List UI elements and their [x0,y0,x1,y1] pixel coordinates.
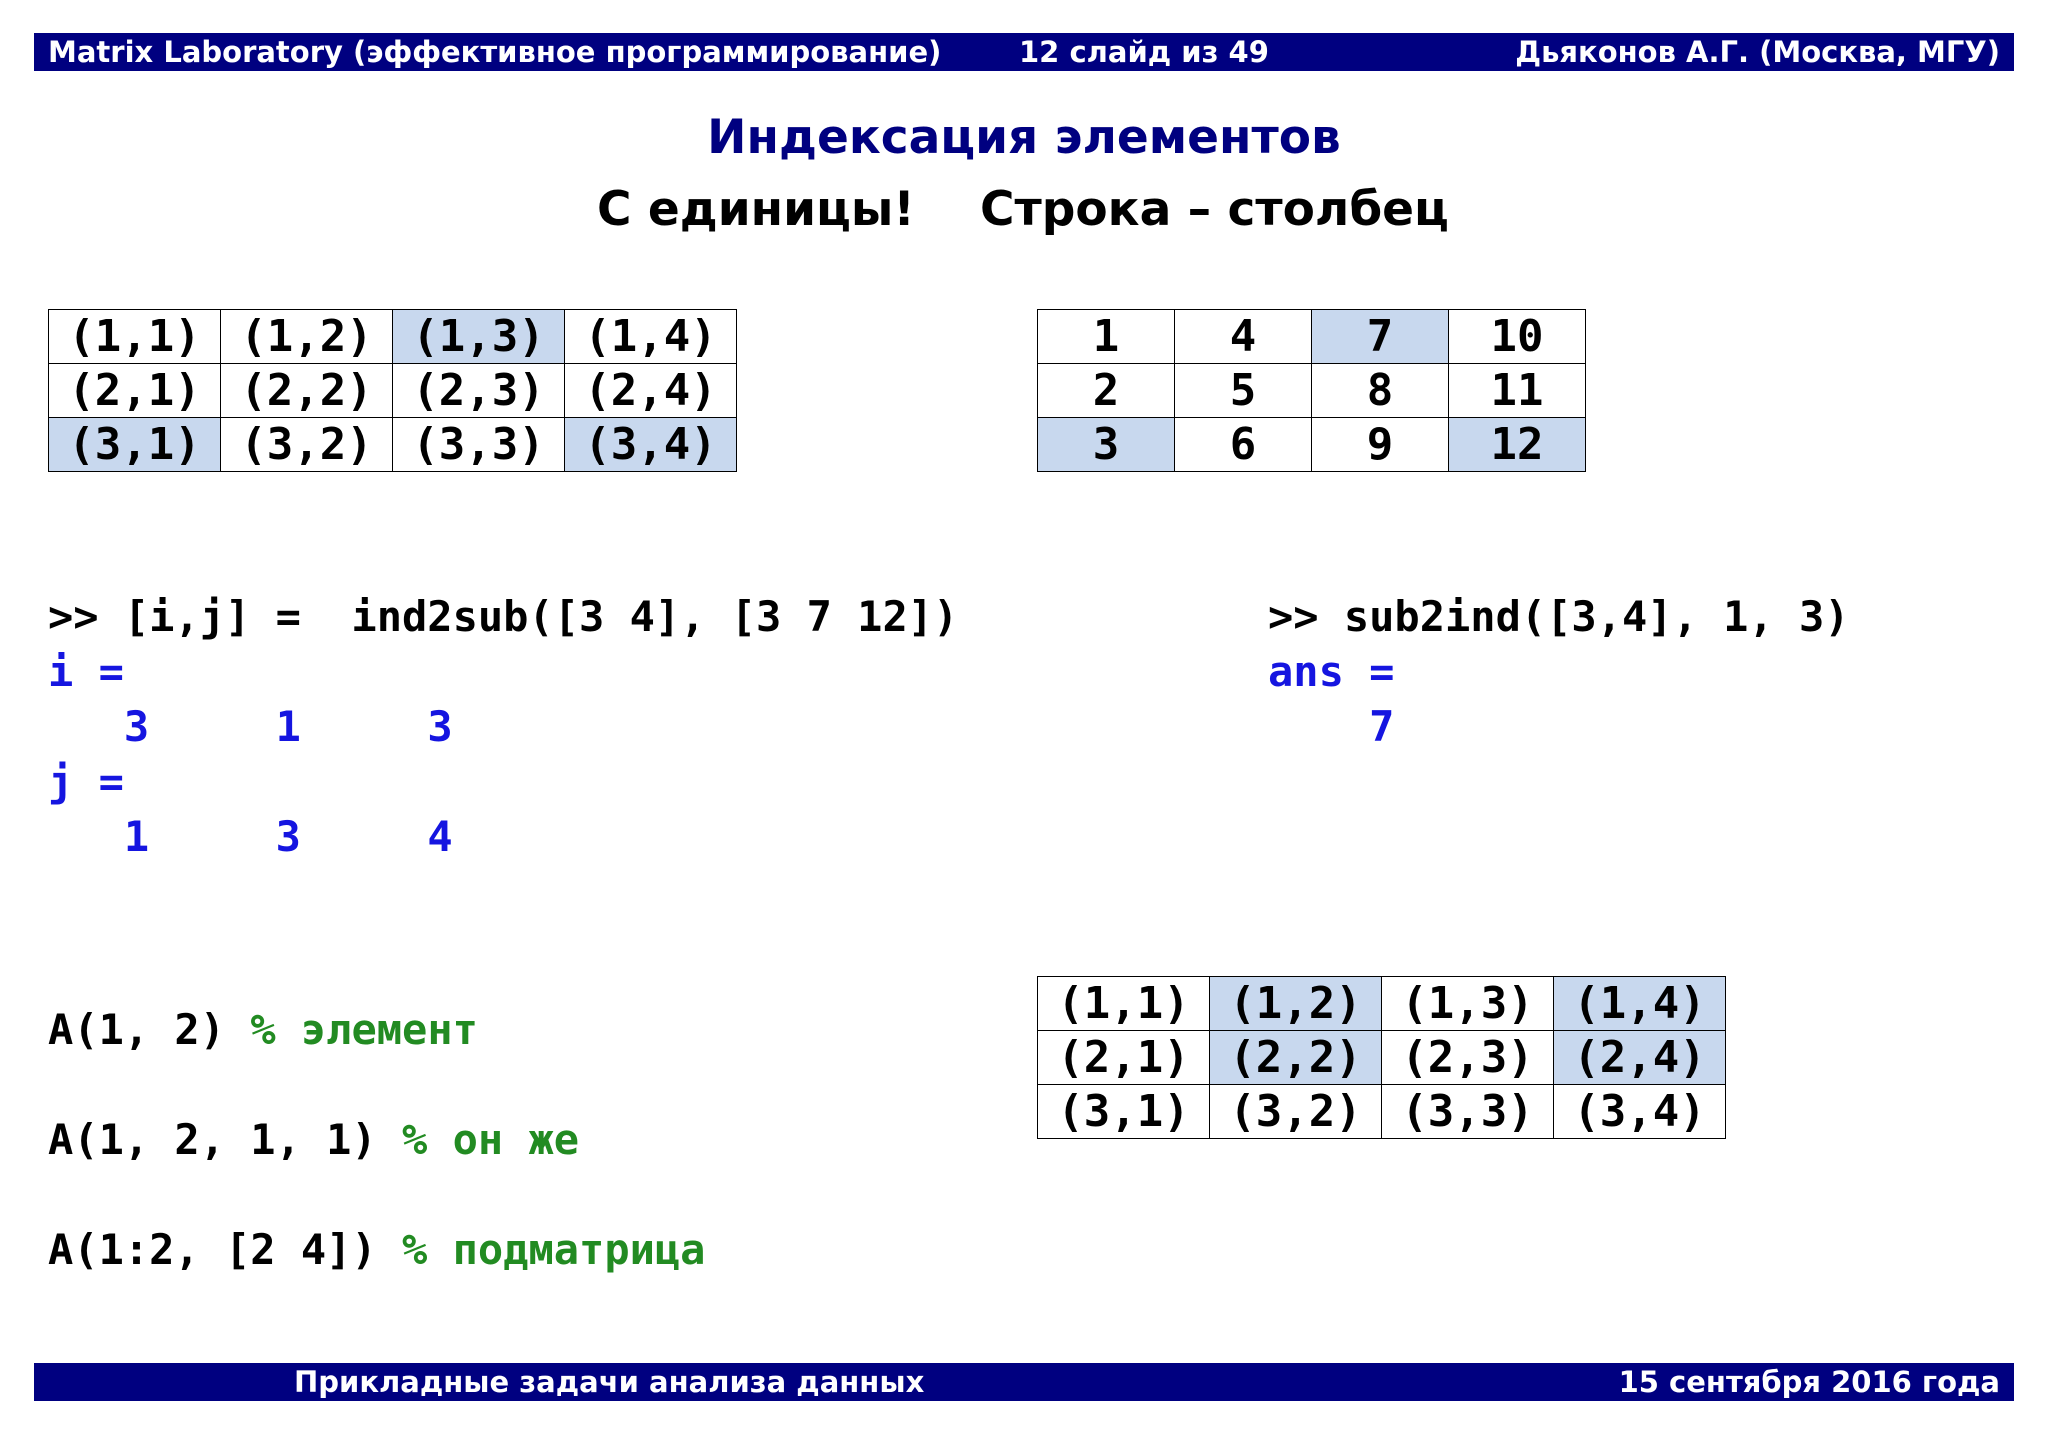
table-cell: (3,3) [393,418,565,472]
table-cell: (1,1) [49,310,221,364]
footer-bar [34,1363,2014,1401]
table-cell-highlighted: (2,4) [1554,1031,1726,1085]
table-row [49,364,737,418]
table-cell: (3,3) [1382,1085,1554,1139]
table-cell-highlighted: 3 [1038,418,1175,472]
table-cell: (3,2) [1210,1085,1382,1139]
table-cell: (2,3) [393,364,565,418]
table-cell: 8 [1312,364,1449,418]
header-bar [34,33,2014,71]
table-cell: (2,4) [565,364,737,418]
i-value: 3 [427,702,453,751]
subtitle-row-column: Строка – столбец [980,182,1449,237]
table-row [49,310,737,364]
j-value: 4 [427,812,453,861]
subscripts-table [48,309,737,472]
index-example-code: A(1:2, [2 4]) [48,1225,377,1274]
table-cell: 6 [1175,418,1312,472]
table-row [1038,977,1726,1031]
table-cell-highlighted: (3,1) [49,418,221,472]
table-cell: (3,4) [1554,1085,1726,1139]
table-row [1038,310,1586,364]
j-value: 1 [123,812,150,861]
table-cell-highlighted: (1,3) [393,310,565,364]
submatrix-table [1037,976,1726,1139]
table-cell: (2,1) [1038,1031,1210,1085]
table-cell: (3,2) [221,418,393,472]
table-cell-highlighted: (1,4) [1554,977,1726,1031]
footer-course: Прикладные задачи анализа данных [294,1365,925,1399]
table-cell: (2,2) [221,364,393,418]
table-row [49,418,737,472]
index-example-comment: % подматрица [402,1225,706,1274]
table-cell-highlighted: 12 [1449,418,1586,472]
i-label: i = [48,647,124,696]
table-row [1038,1031,1726,1085]
index-example-comment: % элемент [250,1005,478,1054]
sub2ind-command: >> sub2ind([3,4], 1, 3) [1268,592,1850,641]
table-cell: 2 [1038,364,1175,418]
ans-value: 7 [1369,702,1395,751]
j-value: 3 [275,812,301,861]
table-cell: 5 [1175,364,1312,418]
sub2ind-code-block [1268,589,1850,754]
table-cell: (3,1) [1038,1085,1210,1139]
table-cell: (1,2) [221,310,393,364]
table-cell: 10 [1449,310,1586,364]
footer-date: 15 сентября 2016 года [1618,1365,2000,1399]
indexing-examples [48,975,705,1305]
ind2sub-command: >> [i,j] = ind2sub([3 4], [3 7 12]) [48,592,959,641]
table-cell: (1,3) [1382,977,1554,1031]
table-cell-highlighted: (1,2) [1210,977,1382,1031]
index-example-comment: % он же [402,1115,580,1164]
table-cell: 1 [1038,310,1175,364]
table-cell: (1,4) [565,310,737,364]
index-example-code: A(1, 2) [48,1005,226,1054]
table-row [1038,364,1586,418]
subtitle-one-based: С единицы! [597,182,915,237]
i-value: 1 [275,702,301,751]
table-cell: 11 [1449,364,1586,418]
linear-index-table [1037,309,1586,472]
ind2sub-code-block [48,589,958,864]
slide-title: Индексация элементов [707,110,1341,165]
table-cell: 4 [1175,310,1312,364]
table-cell: 9 [1312,418,1449,472]
table-cell-highlighted: (3,4) [565,418,737,472]
table-row [1038,1085,1726,1139]
table-cell: (2,3) [1382,1031,1554,1085]
index-example-code: A(1, 2, 1, 1) [48,1115,377,1164]
table-cell-highlighted: 7 [1312,310,1449,364]
author: Дьяконов А.Г. (Москва, МГУ) [1515,35,2000,69]
course-title: Matrix Laboratory (эффективное программирование) [48,35,942,69]
table-cell-highlighted: (2,2) [1210,1031,1382,1085]
ans-label: ans = [1268,647,1395,696]
table-cell: (1,1) [1038,977,1210,1031]
i-value: 3 [123,702,150,751]
table-row [1038,418,1586,472]
table-cell: (2,1) [49,364,221,418]
j-label: j = [48,757,124,806]
slide-counter: 12 слайд из 49 [1019,35,1269,69]
